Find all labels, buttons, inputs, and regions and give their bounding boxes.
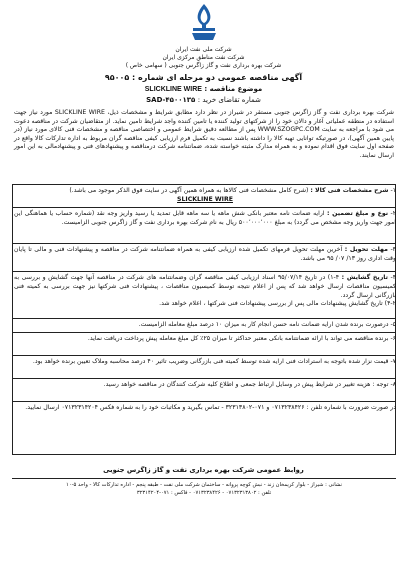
footer-phone: تلفن : ۰۷۱۳۲۳۱۳۸۰۲ - ۰۷۱۳۲۳۸۴۲۶ - فاکس : ۰۷۱-۳۲۳۱۴۲۰۴ bbox=[136, 490, 272, 496]
divider bbox=[12, 401, 396, 402]
header-company-line1: شرکت ملی نفت ایران bbox=[175, 46, 232, 53]
section-6 bbox=[14, 335, 396, 344]
divider bbox=[12, 332, 396, 333]
request-line bbox=[0, 96, 407, 104]
footer-divider bbox=[12, 478, 396, 479]
section-7 bbox=[14, 358, 396, 367]
divider bbox=[12, 271, 396, 272]
section-8 bbox=[14, 381, 396, 390]
section-7-text: قیمت نزار شده باتوجه به استرادات فنی ارایه شده توسط کمیته فنی بازرگانی وضریب تاثیر ۴۰ درصد محاسبه وملاک تعیین برنده خواهد بود. bbox=[32, 358, 389, 365]
section-4 bbox=[14, 274, 396, 309]
section-4-number: ۴- bbox=[390, 274, 397, 281]
request-value: SAD-۴۵۰۰۱۳۵ bbox=[146, 96, 196, 104]
section-3 bbox=[14, 246, 396, 264]
contact-text: در صورت ضرورت با شماره تلفن : ۰۷۱۳۲۳۸۴۲۶ و ۰۷۱-۳۲۳۱۳۸۰۲ - تماس بگیرید و مکاتبات خود را به شماره فکس ۰۷۱۳۲۳۱۴۲۰۴ ارسال نمایید. bbox=[25, 404, 396, 411]
section-6-text: برنده مناقصه می تواند با ارائه ضمانتنامه بانکی معتبر حداکثر تا میزان ۲۵٪ کل مبلغ معامله پیش پرداخت دریافت نماید. bbox=[87, 335, 389, 342]
subject-value: SLICKLINE WIRE bbox=[144, 86, 202, 93]
signature: روابط عمومی شرکت بهره برداری نفت و گاز زاگرس جنوبی bbox=[103, 466, 304, 474]
section-5 bbox=[14, 321, 396, 330]
header-company-line2: شرکت نفت مناطق مرکزی ایران bbox=[162, 54, 245, 61]
section-1-title: شرح مشخصات فنی کالا : bbox=[310, 187, 389, 194]
contact-info bbox=[14, 404, 396, 413]
section-4-text: ۴-۱) در تاریخ ۹۵/۰۷/۱۴ اسناد ارزیابی کیفی مناقصه گران وضمانتنامه های شرکت در مناقصه آنها جهت گشایش و بررسی به کمیسیون مناقصات ارسال خواهد شد که پس از اعلام نتیجه توسط کمیسیون مناقصات ، پیشنهادات فنی شرکتها نیز جهت بررسی به کمیته فنی بازرگانی ارسال گردد. bbox=[14, 274, 396, 299]
section-5-number: ۵- bbox=[390, 321, 396, 328]
divider bbox=[12, 378, 396, 379]
section-8-text: توجه : هزینه تغییر در شرایط پیش در وسایل ارتباط جمعی و اطلاع کلیه شرکت کنندگان در مناقصه خواهد رسید. bbox=[103, 381, 389, 388]
section-3-title: مهلت تحویل : bbox=[344, 246, 388, 253]
divider bbox=[12, 207, 396, 208]
section-2 bbox=[14, 210, 396, 228]
section-7-number: ۷- bbox=[390, 358, 396, 365]
notice-title: آگهی مناقصه عمومی دو مرحله ای شماره : ۹۵۰۰۵ bbox=[104, 73, 303, 82]
header-company-line3: شرکت بهره برداری نفت و گاز زاگرس جنوبی ( سهامی خاص ) bbox=[125, 62, 282, 69]
section-2-title: نوع و مبلغ تضمین : bbox=[327, 210, 389, 217]
section-4-title: تاریخ گشایش : bbox=[341, 274, 388, 281]
section-3-text: آخرین مهلت تحویل فرمهای تکمیل شده ارزیابی کیفی به همراه ضمانتنامه شرکت در مناقصه و پیشنهادات فنی و مالی تا پایان وقت اداری روز ۱۳/ ۰۷/ ۹۵ می باشد. bbox=[14, 246, 396, 262]
divider bbox=[12, 318, 396, 319]
footer-address: نشانی : شیراز - بلوار کریمخان زند - نبش کوچه پروانه - ساختمان شرکت ملی نفت - طبقه پنجم - اداره تدارکات کالا - واحد ۵-۱۰ bbox=[66, 482, 342, 488]
request-label: شماره تقاضای خرید : bbox=[197, 96, 261, 104]
section-2-text: ارایه ضمانت نامه معتبر بانکی شش ماهه یا سه ماهه قابل تمدید یا رسید واریز وجه نقد (شماره حساب یا هماهنگی این امور جهت واریز وجه مشخص می گردد) به مبلغ ۵۰۰٬۰۰۰٬۰۰۰ ریال به نام شرکت بهره برداری نفت و گاز زاگرس جنوبی الزامیست. bbox=[14, 210, 396, 226]
subject-line bbox=[0, 85, 407, 93]
intro-paragraph: شرکت بهره برداری نفت و گاز زاگرس جنوبی مستقر در شیراز در نظر دارد مطابق شرایط و مشخصات ذیل، SLICKLINE WIRE مورد نیاز جهت استفاده در منطقه عملیاتی آغار و دالان خود را از شرکتهای تولید کننده یا تامین کننده واجد شرایط تامین نماید. از متقاضیان شرکت در مناقصه دعوت می شود با مراجعه به سایت WWW.SZOGPC.COM پس از مطالعه دقیق شرایط عمومی و اختصاصی مناقصه و مشخصات فنی کالای مورد نیاز (در پایین همین آگهی)، در صورتیکه توانایی تهیه کالا را داشته باشند نسبت به تکمیل فرم ارزیابی کیفی مناقصه گران مربوط به اداره تدارکات کالا واقع در صفحه اول سایت فوق اقدام نموده و به همراه مدارک مثبته خواسته شده، ضمانتنامه شرکت درمناقصه و پیشنهادهای فنی و پیشنهادمالی به این امور ارسال نمایند. bbox=[14, 109, 395, 159]
section-6-number: ۶- bbox=[390, 335, 396, 342]
section-1 bbox=[14, 187, 396, 205]
section-8-number: ۸- bbox=[390, 381, 396, 388]
section-1-text: (شرح کامل مشخصات فنی کالاها به همراه همین آگهی در سایت فوق الذکر موجود می باشد.) bbox=[69, 187, 309, 194]
section-2-number: ۲- bbox=[390, 210, 397, 217]
divider bbox=[12, 243, 396, 244]
divider bbox=[12, 355, 396, 356]
section-3-number: ۳- bbox=[390, 246, 396, 253]
section-1-number: ۱- bbox=[390, 187, 396, 194]
section-5-text: درصورت برنده شدن ارایه ضمانت نامه حسن انجام کار به میزان ۱۰ درصد مبلغ معامله الزامیست. bbox=[138, 321, 389, 328]
nioc-logo-icon bbox=[187, 2, 221, 44]
subject-label: موضوع مناقصه : bbox=[204, 85, 263, 93]
section-4-text2: ۴-۲) تاریخ گشایش پیشنهادات مالی پس از بررسی پیشنهادات فنی شرکتها ، اعلام خواهد شد. bbox=[159, 300, 396, 308]
section-1-product: SLICKLINE WIRE bbox=[177, 195, 233, 203]
